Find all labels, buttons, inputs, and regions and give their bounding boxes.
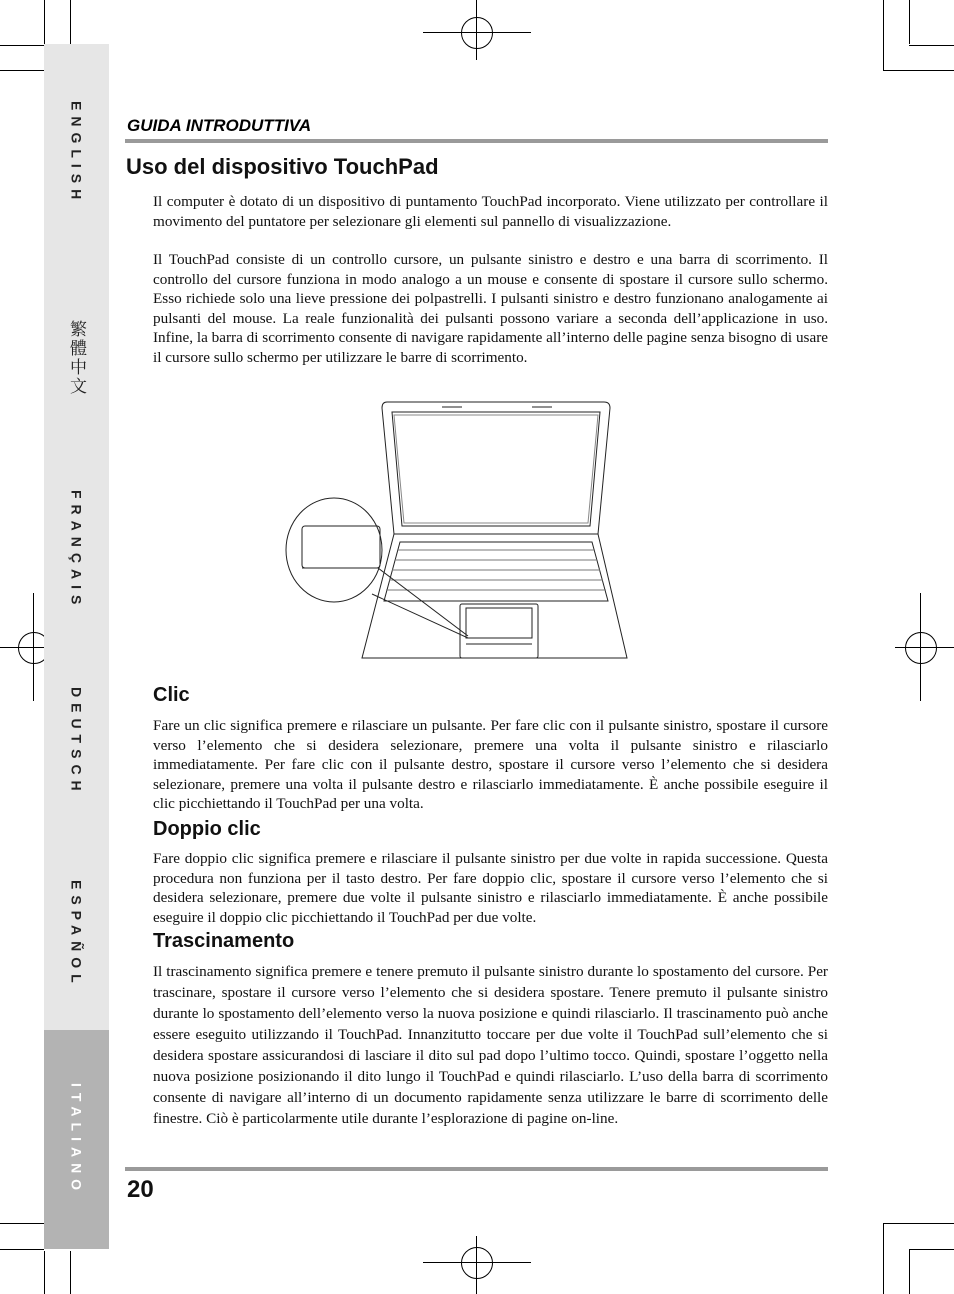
header-rule: [125, 139, 828, 143]
intro-paragraph-1: Il computer è dotato di un dispositivo di puntamento TouchPad incorporato. Viene utilizzato per controllare il movimento del puntatore per selezionare gli elementi sul pannello di visualizzazione.: [153, 193, 828, 230]
tab-deutsch[interactable]: [44, 646, 109, 840]
heading-trascinamento: Trascinamento: [153, 930, 295, 952]
intro-paragraph-2: Il TouchPad consiste di un controllo cursore, un pulsante sinistro e destro e una barra di scorrimento. Il controllo del cursore funziona in modo analogo a un mouse e consente di spostare il cursore sullo schermo. Esso richiede solo una lieve pressione dei polpastrelli. I pulsanti sinistro e destro funzionano analogamente ai pulsanti del mouse. La reale funzionalità dei pulsanti possono variare a seconda dell’applicazione in uso. Infine, la barra di scorrimento consente di navigare rapidamente all’interno delle pagine senza bisogno di usare il cursore sullo schermo per utilizzare le barre di scorrimento.: [153, 251, 828, 366]
doppio-clic-paragraph: Fare doppio clic significa premere e rilasciare il pulsante sinistro per due volte in rapida successione. Questa procedura non funziona per il tasto destro. Per fare doppio clic, spostare il cursore verso l’elemento che si desidera selezionare, premere due volte il pulsante sinistro e rilasciarlo immediatamente. È anche possibile eseguire il doppio clic picchiettando il TouchPad per due volte.: [153, 850, 828, 926]
tab-label: DEUTSCH: [68, 687, 85, 797]
laptop-touchpad-illustration: [282, 396, 632, 668]
tab-label: ENGLISH: [68, 100, 85, 206]
page-title: Uso del dispositivo TouchPad: [126, 154, 439, 179]
footer-rule: [125, 1167, 828, 1171]
tab-italiano[interactable]: [44, 1030, 109, 1251]
tab-label: ITALIANO: [68, 1082, 85, 1197]
tab-label: ESPAÑOL: [68, 879, 85, 989]
heading-clic: Clic: [153, 684, 190, 706]
tab-francais[interactable]: [44, 454, 109, 648]
tab-label: 繁體中文: [67, 320, 86, 396]
tab-traditional-chinese[interactable]: [44, 262, 109, 456]
language-sidebar: [44, 44, 109, 1249]
page-number: 20: [127, 1176, 154, 1203]
clic-paragraph: Fare un clic significa premere e rilasciare un pulsante. Per fare clic con il pulsante sinistro, spostare il cursore verso l’elemento che si desidera selezionare, premere una volta il pulsante sinistro e rilasciarlo immediatamente. Per fare clic con il pulsante destro, spostare il cursore verso l’elemento che si desidera selezionare, premere una volta il pulsante destro e rilasciarlo immediatamente. È anche possibile eseguire il clic picchiettando il TouchPad per una volta.: [153, 717, 828, 813]
tab-english[interactable]: [44, 44, 109, 264]
section-header: GUIDA INTRODUTTIVA: [127, 116, 312, 135]
heading-doppio-clic: Doppio clic: [153, 818, 261, 840]
tab-espanol[interactable]: [44, 838, 109, 1032]
tab-label: FRANÇAIS: [68, 489, 85, 611]
trascinamento-paragraph: Il trascinamento significa premere e tenere premuto il pulsante sinistro durante lo spostamento del cursore. Per trascinare, spostare il cursore verso l’elemento che si desidera spostare. Tenere premuto il pulsante sinistro durante lo spostamento dell’elemento verso la nuova posizione e quindi rilasciarlo. Il trascinamento può anche essere eseguito utilizzando il TouchPad. Innanzitutto toccare per due volte il TouchPad sull’elemento che si desidera spostare assicurandosi di lasciare il dito sul pad dopo l’ultimo tocco. Quindi, spostare l’oggetto nella nuova posizione posizionando il dito lungo il TouchPad e quindi rilasciarlo. L’uso della barra di scorrimento consente di navigare all’interno di un documento rapidamente senza utilizzare le barre di scorrimento delle finestre. Ciò è particolarmente utile durante l’esplorazione di pagine on-line.: [153, 963, 828, 1127]
